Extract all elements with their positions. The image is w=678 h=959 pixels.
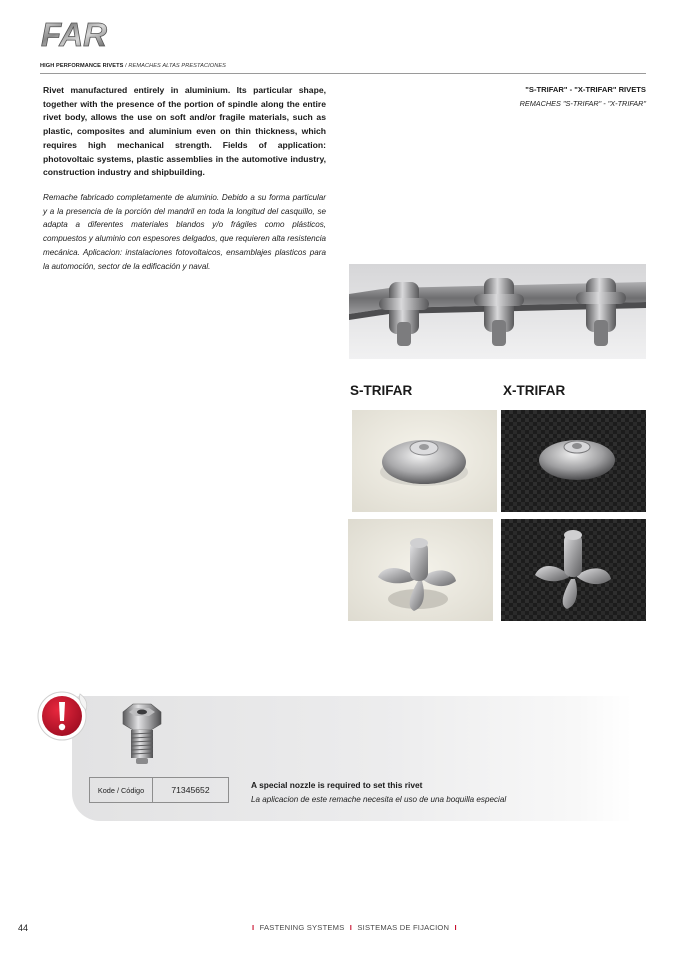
far-logo	[40, 16, 110, 50]
s-trifar-label: S-TRIFAR	[350, 383, 413, 398]
logo-text: FAR	[41, 16, 107, 50]
section-title-es: REMACHES ALTAS PRESTACIONES	[128, 63, 226, 69]
footer-text-es: SISTEMAS DE FIJACION	[357, 923, 450, 932]
header-divider	[40, 73, 646, 74]
s-trifar-head-photo	[352, 410, 497, 512]
special-nozzle-image	[115, 700, 169, 768]
product-title: "S-TRIFAR" - "X-TRIFAR" RIVETS	[525, 85, 646, 94]
footer-separator: I	[349, 923, 353, 932]
footer-separator: I	[454, 923, 457, 932]
code-value: 71345652	[171, 785, 210, 795]
notice-text-en: A special nozzle is required to set this rivet	[251, 780, 423, 790]
page-number: 44	[18, 923, 29, 933]
footer-text-en: FASTENING SYSTEMS	[259, 923, 345, 932]
x-trifar-tail-photo	[501, 519, 646, 621]
section-separator: /	[125, 63, 127, 69]
product-subtitle: REMACHES "S-TRIFAR" - "X-TRIFAR"	[519, 99, 646, 108]
notice-text-es: La aplicacion de este remache necesita el uso de una boquilla especial	[251, 795, 507, 804]
code-table	[89, 777, 229, 803]
section-title-en: HIGH PERFORMANCE RIVETS	[40, 63, 124, 69]
footer-separator: I	[252, 923, 255, 932]
description-es: Remache fabricado completamente de aluminio. Debido a su forma particular y a la presencia de la porción del mandril en toda la longitud del casquillo, se adapta a diferentes materiales blandos y/o frágiles como plásticos, compuestos y aluminio con espesores delgados, que requieren alta resistencia mecánica. Aplicacion: instalaciones fotovoltaicos, ensamblajes plasticos para la automoción, sector de la edificación y naval.	[43, 193, 326, 271]
x-trifar-label: X-TRIFAR	[503, 383, 566, 398]
s-trifar-tail-photo	[348, 519, 493, 621]
alert-icon	[36, 688, 90, 742]
footer	[249, 923, 460, 932]
code-label: Kode / Código	[90, 778, 153, 802]
description-en: Rivet manufactured entirely in aluminium. Its particular shape, together with the presence of the portion of spindle along the entire rivet body, allows the use on soft and/or fragile materials, such as plastic, composites and aluminium even on thin thickness, which requires high mechanical strength. Fields of application: photovoltaic systems, plastic assemblies in the automotive industry, construction industry and shipbuilding.	[43, 85, 326, 178]
rivet-assembly-photo	[349, 264, 646, 359]
section-header	[40, 63, 226, 69]
x-trifar-head-photo	[501, 410, 646, 512]
